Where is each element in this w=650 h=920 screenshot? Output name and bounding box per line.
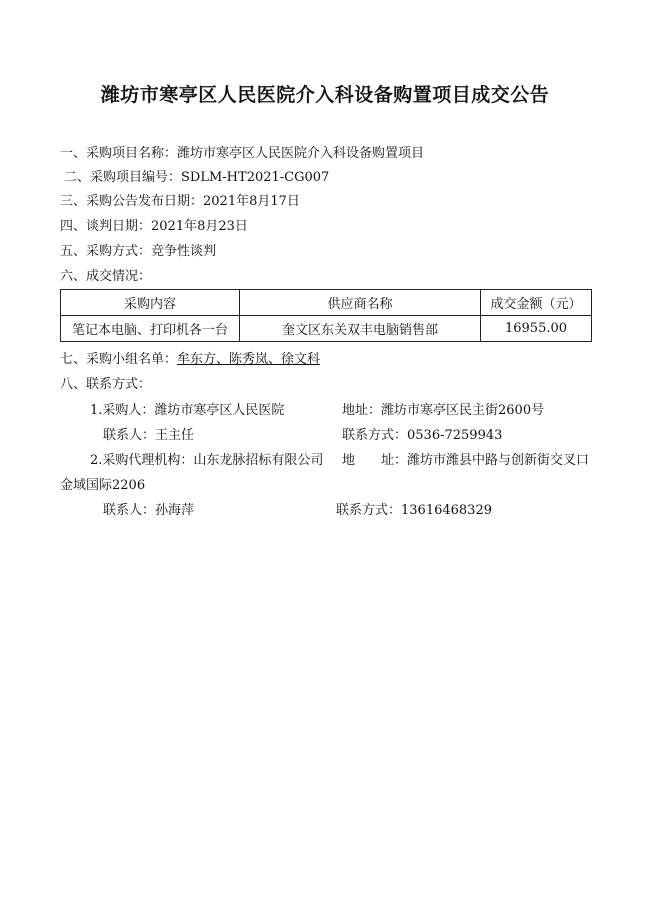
buyer-line xyxy=(90,403,284,419)
agent-phone-label: 联系方式： xyxy=(336,503,402,518)
page-title: 潍坊市寒亭区人民医院介入科设备购置项目成交公告 xyxy=(100,84,550,106)
agent-value: 山东龙脉招标有限公司 xyxy=(193,453,324,468)
table-header-row xyxy=(61,290,592,316)
method-value: 竞争性谈判 xyxy=(151,244,217,259)
publish-date-value: 2021年8月17日 xyxy=(203,194,300,209)
project-name-value: 潍坊市寒亭区人民医院介入科设备购置项目 xyxy=(177,146,425,161)
project-no-value: SDLM-HT2021-CG007 xyxy=(181,170,330,185)
buyer-contact-line xyxy=(103,428,194,444)
negotiation-date-label: 四、谈判日期： xyxy=(60,219,152,234)
agent-contact-label: 联系人： xyxy=(103,503,156,518)
result-table xyxy=(60,289,592,342)
method-line xyxy=(60,244,216,260)
buyer-phone-line xyxy=(342,428,502,444)
contact-label: 八、联系方式： xyxy=(60,377,152,392)
table-header-cell: 采购内容 xyxy=(61,290,240,316)
project-no-line xyxy=(64,170,329,186)
table-cell: 16955.00 xyxy=(481,316,592,342)
table-header-cell: 供应商名称 xyxy=(240,290,481,316)
project-name-label: 一、采购项目名称： xyxy=(60,146,178,161)
negotiation-date-value: 2021年8月23日 xyxy=(151,219,248,234)
buyer-contact-label: 联系人： xyxy=(103,428,156,443)
project-no-label: 二、采购项目编号： xyxy=(64,170,182,185)
publish-date-line xyxy=(60,194,300,210)
table-row xyxy=(61,316,592,342)
project-name-line xyxy=(60,146,424,162)
agent-address-label: 地 址： xyxy=(342,453,408,468)
table-header-cell: 成交金额（元） xyxy=(481,290,592,316)
table-cell: 奎文区东关双丰电脑销售部 xyxy=(240,316,481,342)
group-line xyxy=(60,352,320,368)
table-cell: 笔记本电脑、打印机各一台 xyxy=(61,316,240,342)
buyer-label: 1.采购人： xyxy=(90,403,155,418)
agent-phone-value: 13616468329 xyxy=(401,503,492,518)
publish-date-label: 三、采购公告发布日期： xyxy=(60,194,204,209)
agent-contact-value: 孙海萍 xyxy=(155,503,195,518)
buyer-address-line xyxy=(342,403,544,419)
buyer-value: 潍坊市寒亭区人民医院 xyxy=(154,403,285,418)
buyer-phone-value: 0536-7259943 xyxy=(407,428,503,443)
contact-line xyxy=(60,377,151,393)
agent-phone-line xyxy=(336,503,492,519)
negotiation-date-line xyxy=(60,219,248,235)
result-line xyxy=(60,269,151,285)
group-label: 七、采购小组名单： xyxy=(60,352,178,367)
agent-label: 2.采购代理机构： xyxy=(90,453,194,468)
agent-line xyxy=(90,453,323,469)
buyer-contact-value: 王主任 xyxy=(155,428,195,443)
buyer-phone-label: 联系方式： xyxy=(342,428,408,443)
agent-address-value: 潍坊市潍县中路与创新街交叉口 xyxy=(407,453,590,468)
agent-address-continued: 金域国际2206 xyxy=(60,478,146,493)
agent-contact-line xyxy=(103,503,194,519)
buyer-address-value: 潍坊市寒亭区民主街2600号 xyxy=(381,403,545,418)
group-members: 牟东方、陈秀岚、徐文科 xyxy=(177,352,321,367)
method-label: 五、采购方式： xyxy=(60,244,152,259)
result-label: 六、成交情况： xyxy=(60,269,152,284)
buyer-address-label: 地址： xyxy=(342,403,382,418)
agent-address-line xyxy=(342,453,589,469)
